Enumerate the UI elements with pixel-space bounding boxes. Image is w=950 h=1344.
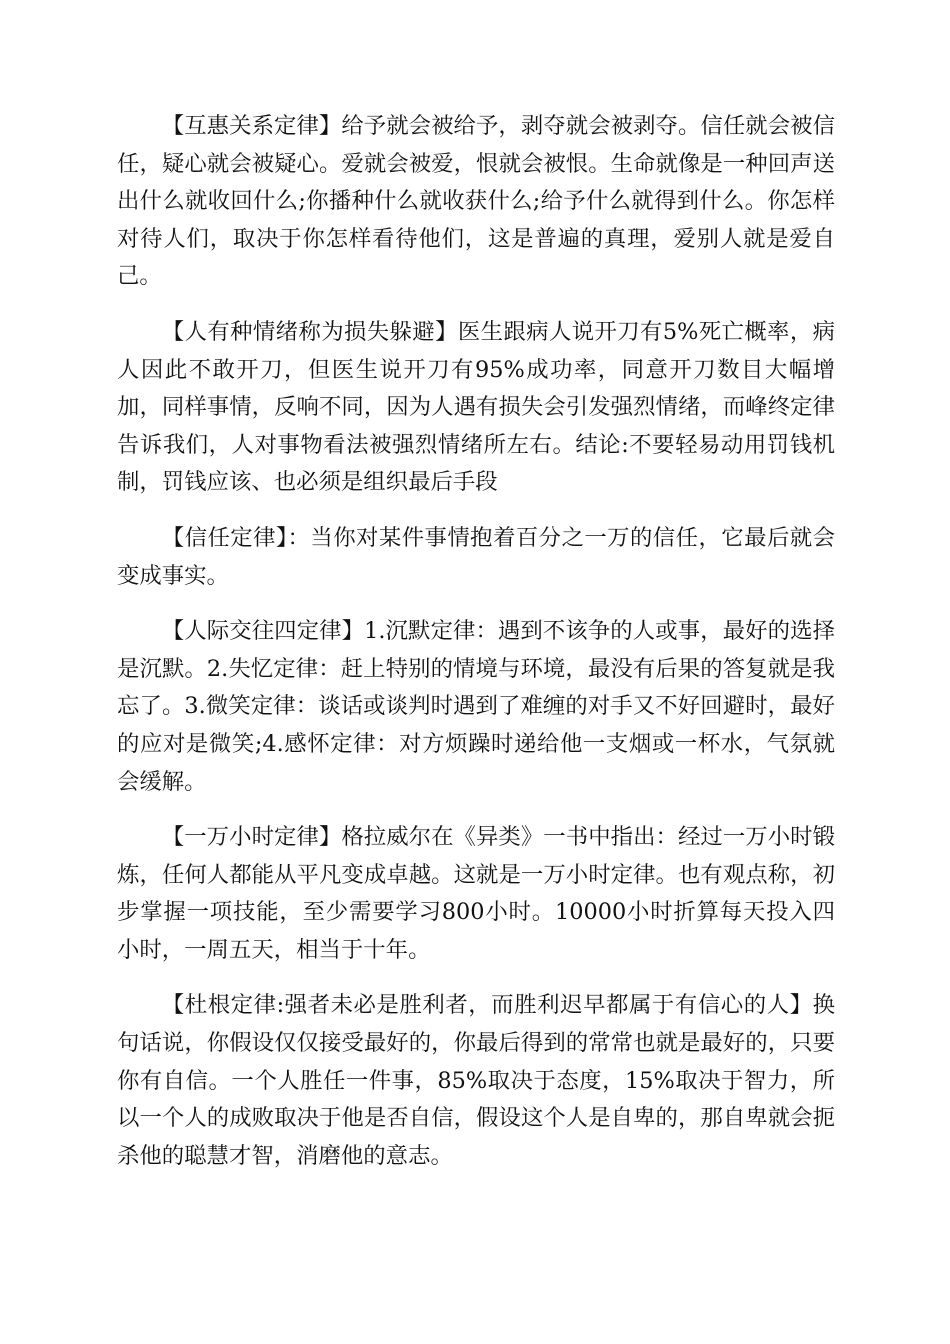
paragraph-reciprocity-law: 【互惠关系定律】给予就会被给予，剥夺就会被剥夺。信任就会被信任，疑心就会被疑心。爱就会被爱，恨就会被恨。生命就像是一种回声送出什么就收回什么;你播种什么就收获什么;给予什么就得到什么。你怎样对待人们，取决于你怎样看待他们，这是普遍的真理，爱别人就是爱自己。 bbox=[117, 113, 835, 290]
paragraph-loss-aversion: 【人有种情绪称为损失躲避】医生跟病人说开刀有5%死亡概率，病人因此不敢开刀，但医生说开刀有95%成功率，同意开刀数目大幅增加，同样事情，反响不同，因为人遇有损失会引发强烈情绪，而峰终定律告诉我们，人对事物看法被强烈情绪所左右。结论:不要轻易动用罚钱机制，罚钱应该、也必须是组织最后手段 bbox=[117, 318, 835, 496]
paragraph-interpersonal-laws: 【人际交往四定律】1.沉默定律：遇到不该争的人或事，最好的选择是沉默。2.失忆定律：赶上特别的情境与环境，最没有后果的答复就是我忘了。3.微笑定律：谈话或谈判时遇到了难缠的对手又不好回避时，最好的应对是微笑;4.感怀定律：对方烦躁时递给他一支烟或一杯水，气氛就会缓解。 bbox=[117, 618, 835, 795]
paragraph-dugan-law: 【杜根定律:强者未必是胜利者，而胜利迟早都属于有信心的人】换句话说，你假设仅仅接受最好的，你最后得到的常常也就是最好的，只要你有自信。一个人胜任一件事，85%取决于态度，15%取决于智力，所以一个人的成败取决于他是否自信，假设这个人是自卑的，那自卑就会扼杀他的聪慧才智，消磨他的意志。 bbox=[117, 992, 835, 1169]
document-page bbox=[117, 108, 835, 1193]
paragraph-trust-law: 【信任定律】：当你对某件事情抱着百分之一万的信任，它最后就会变成事实。 bbox=[117, 524, 835, 589]
paragraph-ten-thousand-hours: 【一万小时定律】格拉威尔在《异类》一书中指出：经过一万小时锻炼，任何人都能从平凡变成卓越。这就是一万小时定律。也有观点称，初步掌握一项技能，至少需要学习800小时。10000小时折算每天投入四小时，一周五天，相当于十年。 bbox=[117, 824, 835, 963]
